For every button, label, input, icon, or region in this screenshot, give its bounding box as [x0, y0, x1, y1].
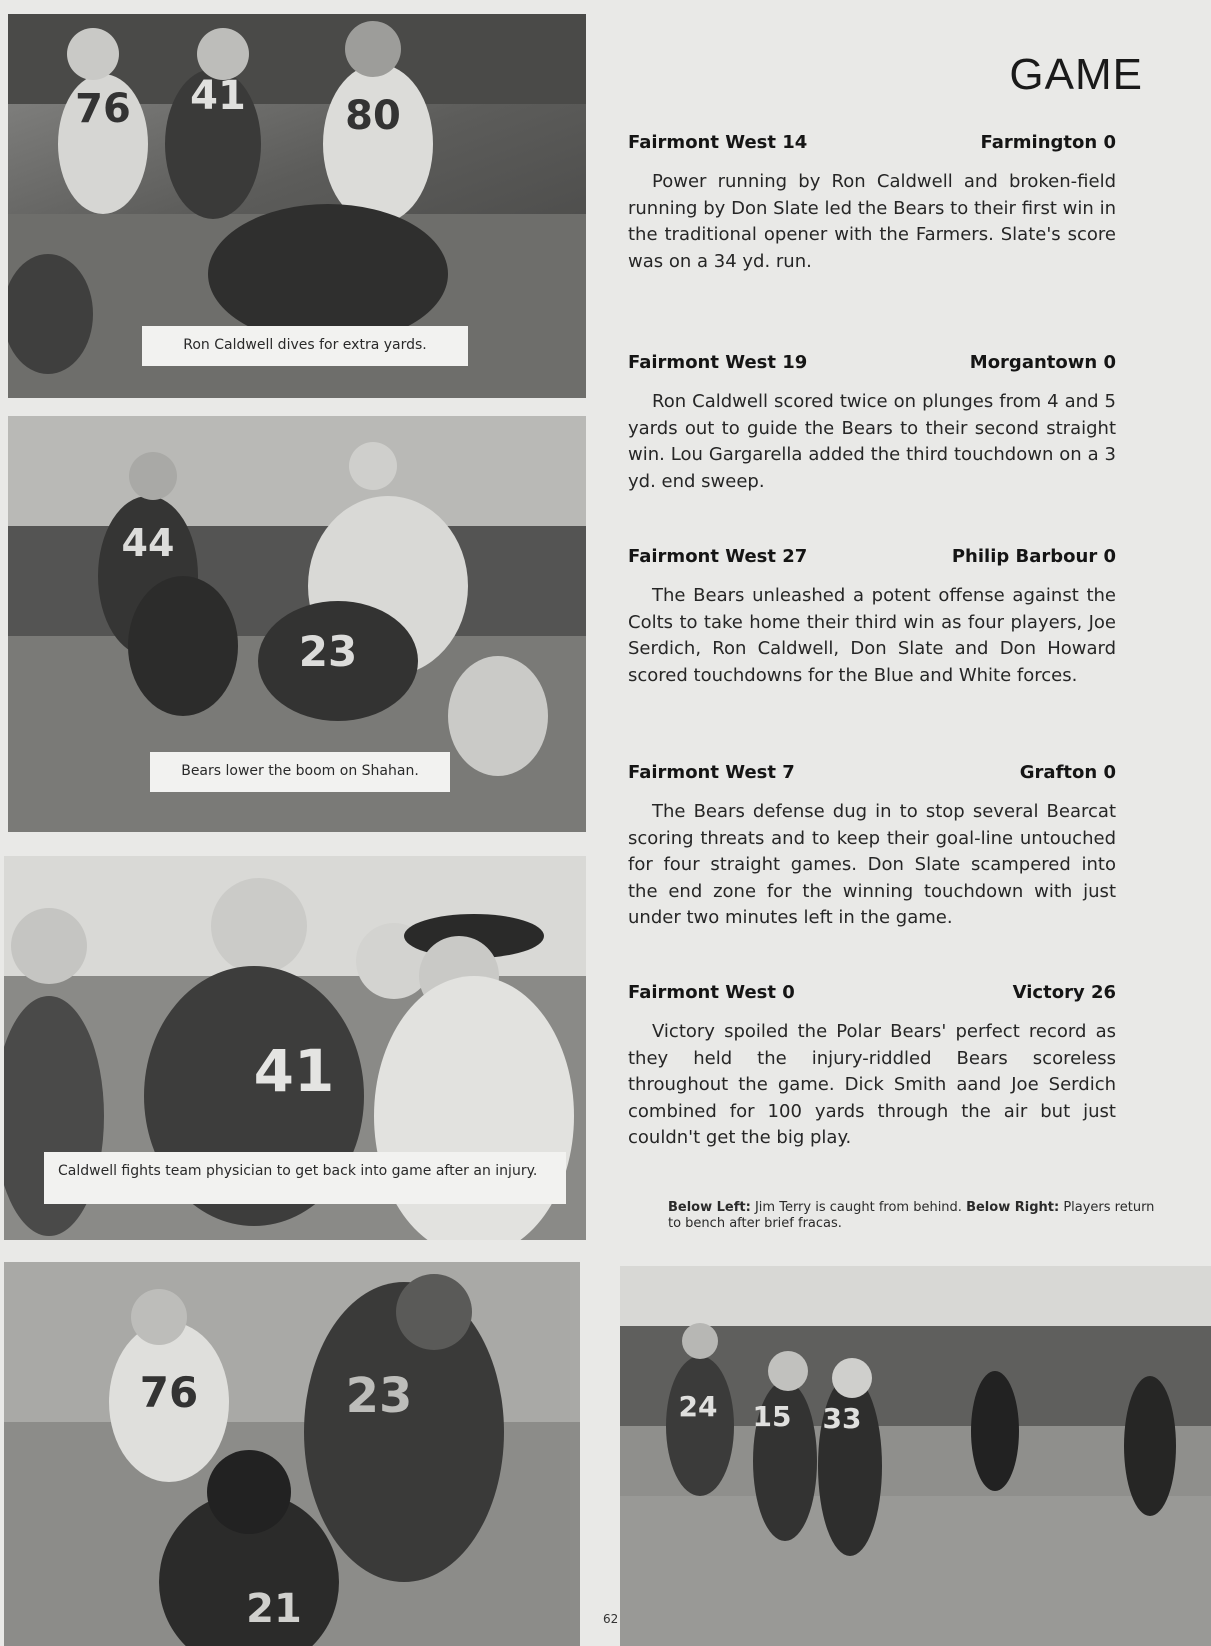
jersey-number: 21	[246, 1586, 302, 1632]
game-summary	[628, 352, 1116, 495]
opponent-score: Victory 26	[1012, 982, 1116, 1003]
game-description: The Bears defense dug in to stop several Bearcat scoring threats and to keep their goal-line untouched for four straight games. Don Slate scampered into the end zone for the winning touchdown with just under two minutes left in the game.	[628, 801, 1116, 928]
photo-caption: Ron Caldwell dives for extra yards.	[142, 326, 468, 366]
photo-bears-lower-boom	[8, 416, 586, 832]
jersey-number: 33	[822, 1402, 862, 1435]
football-runner-illustration	[4, 1262, 580, 1646]
game-description: The Bears unleashed a potent offense against the Colts to take home their third win as four players, Joe Serdich, Ron Caldwell, Don Slate and Don Howard scored touchdowns for the Blue and White forces.	[628, 585, 1116, 686]
jersey-number: 41	[253, 1037, 335, 1105]
jersey-number: 44	[121, 521, 175, 565]
photo-caption: Bears lower the boom on Shahan.	[150, 752, 450, 792]
jersey-number: 23	[345, 1368, 413, 1424]
jersey-number: 76	[75, 86, 131, 132]
opponent-score: Philip Barbour 0	[951, 546, 1116, 567]
players-bench-illustration	[620, 1266, 1211, 1646]
game-summary	[628, 762, 1116, 932]
opponent-score: Grafton 0	[1019, 762, 1116, 783]
photo-note	[668, 1200, 1158, 1232]
page-number: 62	[603, 1612, 619, 1626]
photo-jim-terry-caught	[4, 1262, 580, 1646]
page-title: GAME	[1009, 50, 1143, 99]
jersey-number: 41	[190, 73, 246, 119]
opponent-score: Morgantown 0	[969, 352, 1116, 373]
game-description: Power running by Ron Caldwell and broken-field running by Don Slate led the Bears to their first win in the traditional opener with the Farmers. Slate's score was on a 34 yd. run.	[628, 171, 1116, 272]
jersey-number: 23	[298, 627, 358, 676]
jersey-number: 80	[345, 93, 401, 139]
home-score: Fairmont West 0	[628, 982, 795, 1003]
score-line	[628, 546, 1116, 567]
photo-note-left-label: Below Left:	[668, 1200, 751, 1215]
jersey-number: 15	[752, 1400, 792, 1433]
score-line	[628, 982, 1116, 1003]
game-description: Victory spoiled the Polar Bears' perfect record as they held the injury-riddled Bears scoreless throughout the game. Dick Smith aand Joe Serdich combined for 100 yards through the air but just couldn't get the big play.	[628, 1021, 1116, 1148]
photo-caldwell-dives	[8, 14, 586, 398]
home-score: Fairmont West 7	[628, 762, 795, 783]
photo-note-right-label: Below Right:	[966, 1200, 1060, 1215]
home-score: Fairmont West 19	[628, 352, 808, 373]
home-score: Fairmont West 27	[628, 546, 808, 567]
photo-caldwell-physician	[4, 856, 586, 1240]
score-line	[628, 762, 1116, 783]
jersey-number: 76	[139, 1368, 199, 1417]
photo-note-right-text: Players return to bench after brief fracas.	[668, 1200, 1155, 1231]
home-score: Fairmont West 14	[628, 132, 808, 153]
game-summary	[628, 132, 1116, 275]
score-line	[628, 132, 1116, 153]
photo-note-left-text: Jim Terry is caught from behind.	[754, 1200, 962, 1215]
game-description: Ron Caldwell scored twice on plunges from 4 and 5 yards out to guide the Bears to their second straight win. Lou Gargarella added the third touchdown on a 3 yd. end sweep.	[628, 391, 1116, 492]
game-summary	[628, 546, 1116, 689]
opponent-score: Farmington 0	[980, 132, 1116, 153]
jersey-number: 24	[678, 1390, 718, 1423]
game-summary	[628, 982, 1116, 1152]
photo-players-return	[620, 1266, 1211, 1646]
photo-caption: Caldwell fights team physician to get back into game after an injury.	[44, 1152, 566, 1204]
score-line	[628, 352, 1116, 373]
